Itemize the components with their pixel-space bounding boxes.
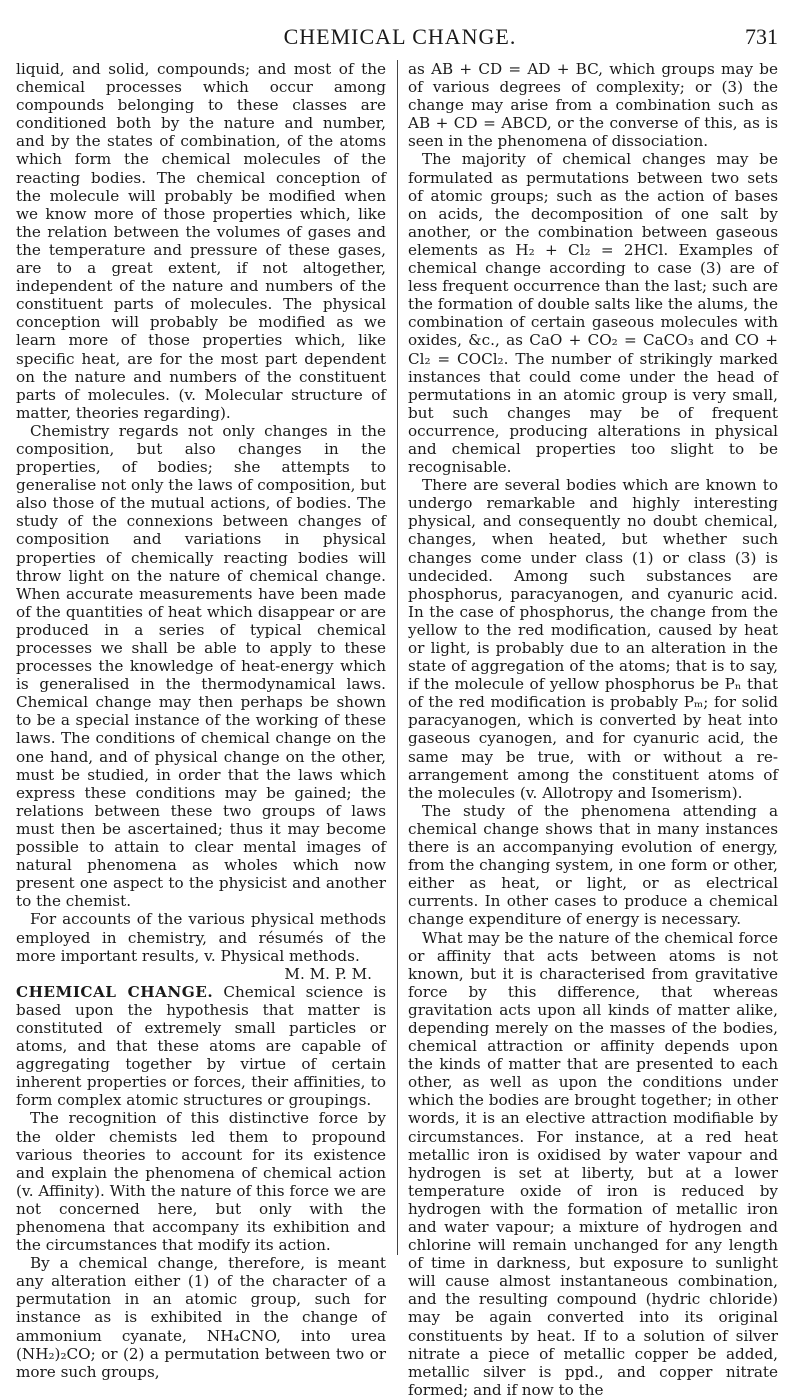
running-header — [0, 10, 800, 50]
entry-text: Chemical science is based upon the hypothesis that matter is constituted of extremely small particles or atoms, and that these atoms are capable of aggregating together by virtue of certain inherent properties or forces, their affinities, to form complex atomic structures or groupings. — [16, 982, 386, 1110]
column-divider — [397, 60, 398, 1255]
author-signature: M. M. P. M. — [284, 964, 372, 983]
paragraph: liquid, and solid, compounds; and most of the chemical processes which occur among compounds belonging to these classes are conditioned both by the nature and number, and by the states of combination, of the atoms which form the chemical molecules of the reacting bodies. The chemical conception of the molecule will probably be modified when we know more of those properties which, like the relation between the volumes of gases and the temperature and pressure of these gases, are to a great extent, if not altogether, independent of the nature and numbers of the constituent parts of molecules. The physical conception will probably be modified as we learn more of those properties which, like specific heat, are for the most part dependent on the nature and numbers of the constituent parts of molecules. (v. Molecular structure of matter, theories regarding). — [16, 60, 386, 422]
paragraph: Chemistry regards not only changes in the composition, but also changes in the properties, of bodies; she attempts to generalise not only the laws of composition, but also those of the mutual actions, of bodies. The study of the connexions between changes of composition and variations in physical properties of chemically reacting bodies will throw light on the nature of chemical change. When accurate measurements have been made of the quantities of heat which disappear or are produced in a series of typical chemical processes we shall be able to apply to these processes the knowledge of heat-energy which is generalised in the thermodynamical laws. Chemical change may then perhaps be shown to be a special instance of the working of these laws. The conditions of chemical change on the one hand, and of physical change on the other, must be studied, in order that the laws which express these conditions may be gained; the relations between these two groups of laws must then be ascertained; thus it may become possible to attain to clear mental images of natural phenomena as wholes which now present one aspect to the physicist and another to the chemist. — [16, 421, 386, 911]
paragraph: There are several bodies which are known to undergo remarkable and highly interesting physical, and consequently no doubt chemical, changes, when heated, but whether such changes come under class (1) or class (3) is undecided. Among such substances are phosphorus, paracyanogen, and cyanuric acid. In the case of phosphorus, the change from the yellow to the red modification, caused by heat or light, is probably due to an alteration in the state of aggregation of the atoms; that is to say, if the molecule of yellow phosphorus be Pₙ that of the red modification is probably Pₘ; for solid paracyanogen, which is converted by heat into gaseous cyanogen, and for cyanuric acid, the same may be true, with or without a re-arrangement among the constituent atoms of the molecules (v. Allotropy and Isomerism). — [408, 476, 778, 802]
paragraph: The recognition of this distinctive force by the older chemists led them to propound various theories to account for its existence and explain the phenomena of chemical action (v. Affinity). With the nature of this force we are not concerned here, but only with the phenomena that accompany its exhibition and the circumstances that modify its action. — [16, 1109, 386, 1255]
entry-paragraph — [16, 983, 386, 1110]
paragraph: The study of the phenomena attending a chemical change shows that in many instances there is an accompanying evolution of energy, from the changing system, in one form or other, either as heat, or light, or as electrical currents. In other cases to produce a chemical change expenditure of energy is necessary. — [408, 801, 778, 929]
paragraph: For accounts of the various physical methods employed in chemistry, and résumés of the more important results, v. Physical methods. — [16, 910, 386, 965]
entry-heading: CHEMICAL CHANGE. — [16, 982, 214, 1001]
paragraph: The majority of chemical changes may be formulated as permutations between two sets of atomic groups; such as the action of bases on acids, the decomposition of one salt by another, or the combination between gaseous elements as H₂ + Cl₂ = 2HCl. Examples of chemical change according to case (3) are of less frequent occurrence than the last; such are the formation of double salts like the alums, the combination of certain gaseous molecules with oxides, &c., as CaO + CO₂ = CaCO₃ and CO + Cl₂ = COCl₂. The number of strikingly marked instances that could come under the head of permutations in an atomic group is very small, but such changes may be of frequent occurrence, producing alterations in physical and chemical properties too slight to be recognisable. — [408, 150, 778, 477]
paragraph: as AB + CD = AD + BC, which groups may be of various degrees of complexity; or (3) the change may arise from a combination such as AB + CD = ABCD, or the converse of this, as is seen in the phenomena of dissociation. — [408, 60, 778, 151]
left-column — [16, 60, 386, 1381]
right-column — [408, 60, 778, 1399]
paragraph: By a chemical change, therefore, is meant any alteration either (1) of the character of a permutation in an atomic group, such for instance as is exhibited in the change of ammonium cyanate, NH₄CNO, into urea (NH₂)₂CO; or (2) a permutation between two or more such groups, — [16, 1254, 386, 1381]
paragraph: What may be the nature of the chemical force or affinity that acts between atoms is not known, but it is characterised from gravitative force by this difference, that whereas gravitation acts upon all kinds of matter alike, depending merely on the masses of the bodies, chemical attraction or affinity depends upon the kinds of matter that are presented to each other, as well as upon the conditions under which the bodies are brought together; in other words, it is an elective attraction modifiable by circumstances. For instance, at a red heat metallic iron is oxidised by water vapour and hydrogen is set at liberty, but at a lower temperature oxide of iron is reduced by hydrogen with the formation of metallic iron and water vapour; a mixture of hydrogen and chlorine will remain unchanged for any length of time in darkness, but exposure to sunlight will cause almost instantaneous combination, and the resulting compound (hydric chloride) may be again converted into its original constituents by heat. If to a solution of silver nitrate a piece of metallic copper be added, metallic silver is ppd., and copper nitrate formed; and if now to the — [408, 928, 778, 1399]
page-title: CHEMICAL CHANGE. — [283, 24, 517, 49]
page-number: 731 — [745, 24, 778, 49]
